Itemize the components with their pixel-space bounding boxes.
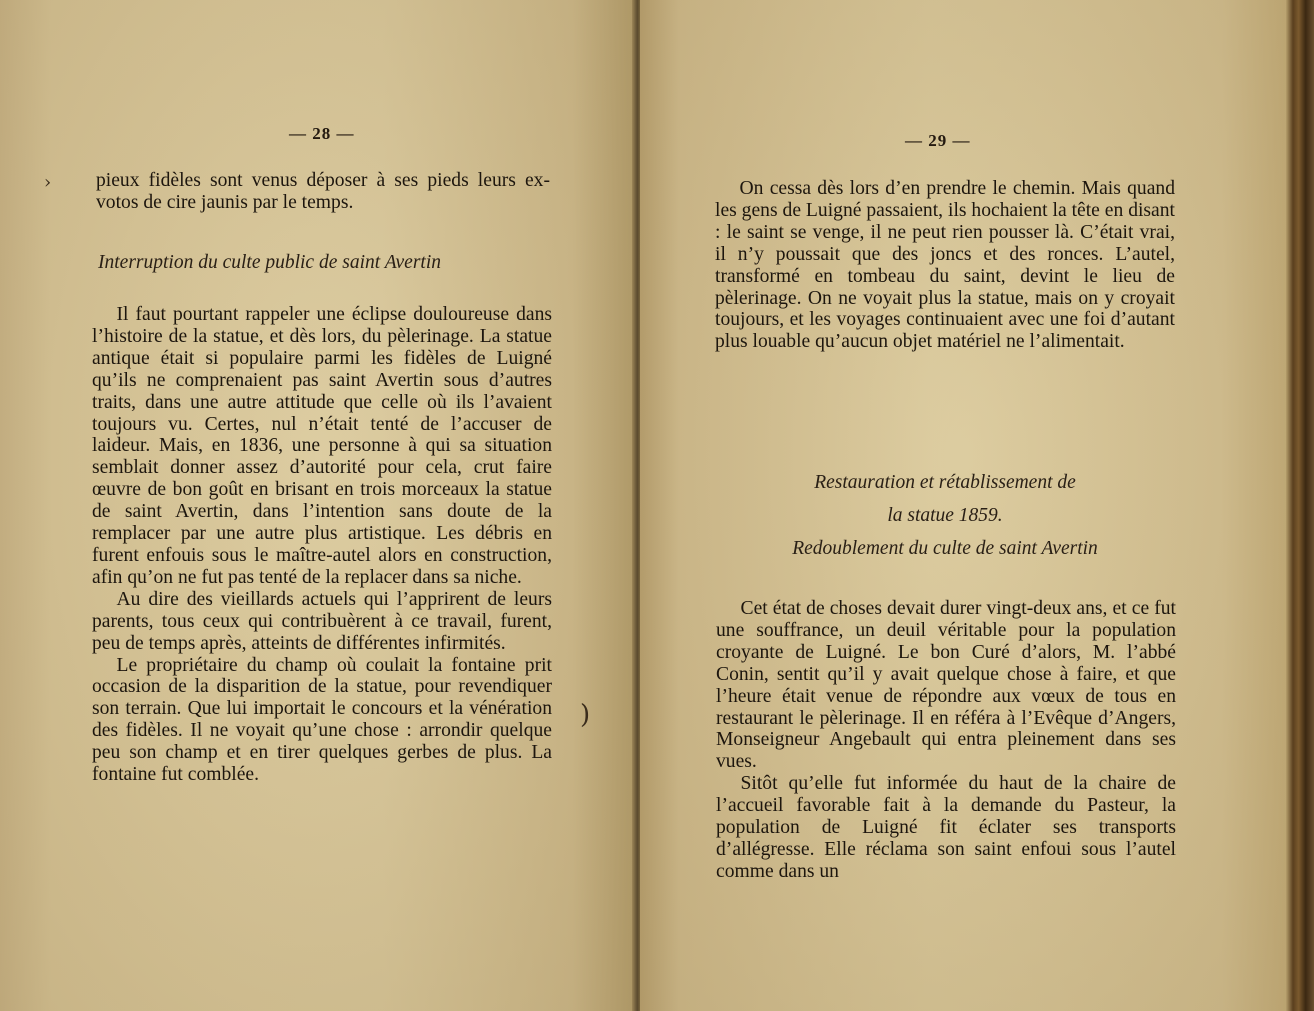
left-page <box>0 0 636 1011</box>
right-heading-line-2: la statue 1859. <box>887 505 1003 526</box>
right-top-paragraph <box>715 178 1175 353</box>
right-heading-line-3: Redoublement du culte de saint Avertin <box>792 538 1098 559</box>
left-paragraph-1: Il faut pourtant rappeler une éclipse douloureuse dans l’histoire de la statue, et dès lors, du pèlerinage. La statue antique était si populaire parmi les fidèles de Luigné qu’ils ne comprenaient pas saint Avertin sous d’autres traits, dans une autre attitude que celle où ils l’avaient toujours vu. Certes, nul n’était tenté de l’accuser de laideur. Mais, en 1836, une personne à qui sa situation semblait donner assez d’autorité pour cela, crut faire œuvre de bon goût en brisant en trois morceaux la statue de saint Avertin, dans l’intention sans doute de la remplacer par une autre plus artistique. Les débris en furent enfouis sous le maître-autel alors en construction, afin qu’on ne fut pas tenté de la replacer dans sa niche. <box>92 304 552 588</box>
right-body <box>716 598 1176 883</box>
left-body <box>92 304 552 786</box>
margin-mark: ) <box>580 700 591 730</box>
margin-mark: › <box>44 172 52 193</box>
left-section-heading: Interruption du culte public de saint Avertin <box>98 252 442 273</box>
right-heading-line-1: Restauration et rétablissement de <box>814 472 1076 493</box>
right-section-heading <box>710 466 1180 565</box>
left-paragraph-3: Le propriétaire du champ où coulait la fontaine prit occasion de la disparition de la statue, pour revendiquer son terrain. Que lui importait le concours et la vénération des fidèles. Il ne voyait qu’une chose : arrondir quelque peu son champ et en tirer quelques gerbes de plus. La fontaine fut comblée. <box>92 654 552 786</box>
left-paragraph-2: Au dire des vieillards actuels qui l’apprirent de leurs parents, tous ceux qui contribuèrent à ce travail, furent, peu de temps après, atteints de différentes infirmités. <box>92 588 552 654</box>
left-paragraph-continuation: pieux fidèles sont venus déposer à ses pieds leurs ex-votos de cire jaunis par le temps. <box>96 170 550 213</box>
right-paragraph-1: Cet état de choses devait durer vingt-deux ans, et ce fut une souffrance, un deuil véritable pour la population croyante de Luigné. Le bon Curé d’alors, M. l’abbé Conin, sentit qu’il y avait quelque chose à faire, et que l’heure était venue de répondre aux vœux de tous en restaurant le pèlerinage. Il en référa à l’Evêque d’Angers, Monseigneur Angebault qui entra pleinement dans ses vues. <box>716 598 1176 773</box>
page-stack-edge <box>1286 0 1314 1011</box>
right-paragraph-continuation: On cessa dès lors d’en prendre le chemin. Mais quand les gens de Luigné passaient, ils hochaient la tête en disant : le saint se venge, il ne peut rien pousser là. C’était vrai, il n’y poussait que des joncs et des ronces. L’autel, transformé en tombeau du saint, devint le lieu de pèlerinage. On ne voyait plus la statue, mais on y croyait toujours, et les voyages continuaient avec une foi d’autant plus louable qu’aucun objet matériel ne l’alimentait. <box>715 178 1175 353</box>
page-number-left: — 28 — <box>289 124 355 143</box>
left-top-paragraph <box>96 170 550 214</box>
right-page <box>640 0 1286 1011</box>
right-paragraph-2: Sitôt qu’elle fut informée du haut de la chaire de l’accueil favorable fait à la demande du Pasteur, la population de Luigné fit éclater ses transports d’allégresse. Elle réclama son saint enfoui sous l’autel comme dans un <box>716 773 1176 882</box>
page-number-right: — 29 — <box>905 131 971 150</box>
